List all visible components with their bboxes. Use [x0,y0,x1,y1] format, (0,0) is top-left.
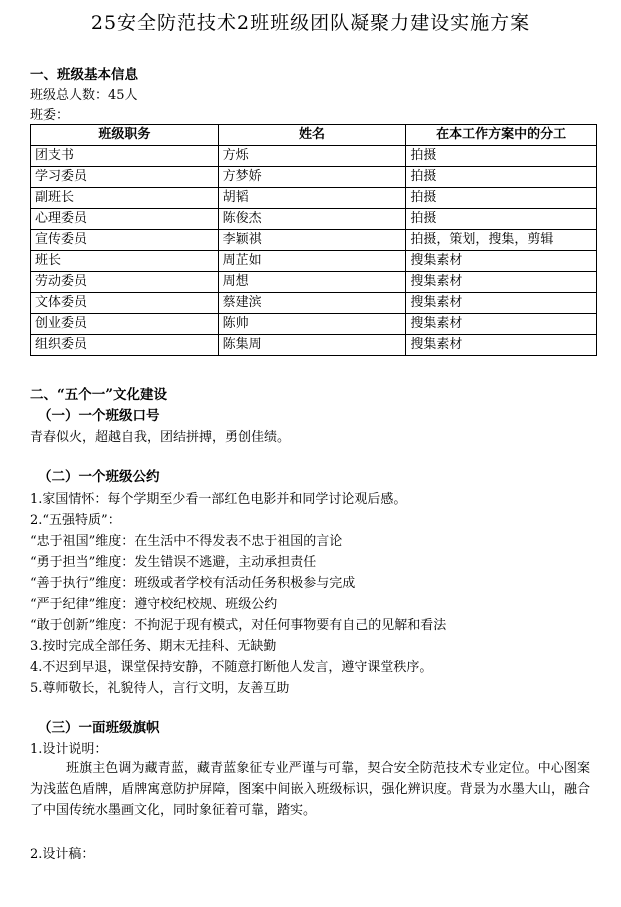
cell-name: 陈帅 [218,314,406,335]
class-slogan: 青春似火，超越自我，团结拼搏，勇创佳绩。 [30,430,291,445]
flag-draft-label: 2.设计稿： [30,847,95,862]
committee-table [30,124,597,356]
cell-name: 周芷如 [218,251,406,272]
pact-line: 3.按时完成全部任务、期末无挂科、无缺勤 [30,639,277,654]
class-total-count: 班级总人数：45人 [30,88,138,103]
table-row [31,314,597,335]
table-row [31,167,597,188]
pact-line: “敢于创新”维度：不拘泥于现有模式，对任何事物要有自己的见解和看法 [30,618,447,633]
cell-duty: 搜集素材 [406,293,597,314]
cell-name: 方烁 [218,146,406,167]
committee-label: 班委： [30,108,70,123]
cell-position: 班长 [31,251,219,272]
pact-line: “勇于担当”维度：发生错误不逃避，主动承担责任 [30,555,317,570]
cell-position: 组织委员 [31,335,219,356]
pact-line: 4.不迟到早退，课堂保持安静，不随意打断他人发言，遵守课堂秩序。 [30,660,433,675]
cell-duty: 拍摄 [406,209,597,230]
cell-name: 李颖祺 [218,230,406,251]
pact-line: 1.家国情怀：每个学期至少看一部红色电影并和同学讨论观后感。 [30,492,407,507]
cell-name: 胡韬 [218,188,406,209]
cell-position: 学习委员 [31,167,219,188]
table-row [31,335,597,356]
flag-design-label: 1.设计说明： [30,742,108,757]
subheading-pact: （二）一个班级公约 [38,469,160,485]
cell-position: 团支书 [31,146,219,167]
cell-position: 创业委员 [31,314,219,335]
document-title: 25安全防范技术2班班级团队凝聚力建设实施方案 [90,12,531,34]
table-row [31,251,597,272]
table-row [31,272,597,293]
cell-position: 副班长 [31,188,219,209]
section-heading-culture: 二、“五个一”文化建设 [30,387,168,403]
subheading-slogan: （一）一个班级口号 [38,408,160,424]
column-header-name: 姓名 [218,125,406,146]
cell-duty: 拍摄 [406,188,597,209]
cell-duty: 拍摄，策划，搜集，剪辑 [406,230,597,251]
cell-duty: 搜集素材 [406,251,597,272]
cell-name: 周想 [218,272,406,293]
cell-position: 劳动委员 [31,272,219,293]
cell-position: 文体委员 [31,293,219,314]
cell-duty: 搜集素材 [406,314,597,335]
cell-name: 陈集周 [218,335,406,356]
table-header-row [31,125,597,146]
cell-position: 宣传委员 [31,230,219,251]
cell-name: 方梦娇 [218,167,406,188]
cell-duty: 搜集素材 [406,335,597,356]
table-row [31,146,597,167]
flag-design-text: 班旗主色调为藏青蓝，藏青蓝象征专业严谨与可靠，契合安全防范技术专业定位。中心图案为浅蓝色盾牌，盾牌寓意防护屏障，图案中间嵌入班级标识，强化辨识度。背景为水墨大山，融合了中国传统水墨画文化，同时象征着可靠，踏实。 [30,761,590,818]
section-heading-basic-info: 一、班级基本信息 [30,67,138,83]
cell-name: 陈俊杰 [218,209,406,230]
cell-position: 心理委员 [31,209,219,230]
subheading-flag: （三）一面班级旗帜 [38,720,160,736]
pact-line: “忠于祖国”维度：在生活中不得发表不忠于祖国的言论 [30,534,343,549]
table-row [31,230,597,251]
pact-line: “善于执行”维度：班级或者学校有活动任务积极参与完成 [30,576,356,591]
cell-name: 蔡建滨 [218,293,406,314]
table-row [31,209,597,230]
cell-duty: 搜集素材 [406,272,597,293]
cell-duty: 拍摄 [406,146,597,167]
pact-line: “严于纪律”维度：遵守校纪校规、班级公约 [30,597,278,612]
pact-line: 5.尊师敬长，礼貌待人，言行文明，友善互助 [30,681,290,696]
column-header-position: 班级职务 [31,125,219,146]
table-row [31,293,597,314]
cell-duty: 拍摄 [406,167,597,188]
pact-line: 2.“五强特质”： [30,513,121,528]
column-header-duty: 在本工作方案中的分工 [406,125,597,146]
table-row [31,188,597,209]
